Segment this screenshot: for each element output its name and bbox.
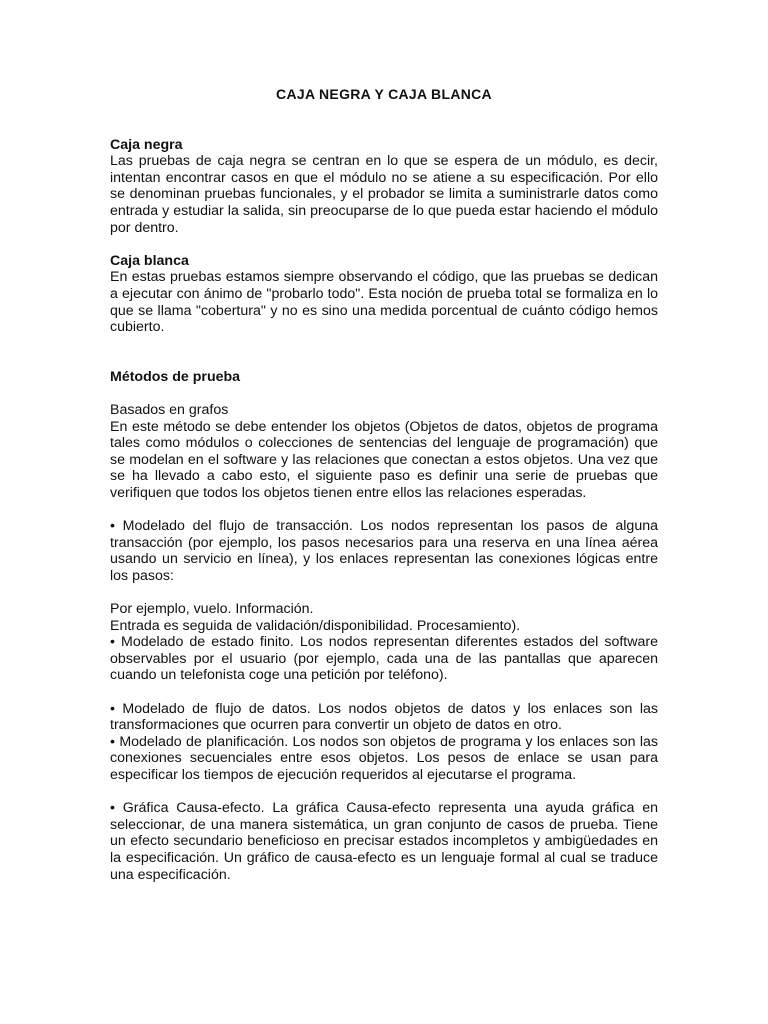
spacer: [110, 684, 658, 701]
caja-blanca-heading: Caja blanca: [110, 252, 189, 269]
flujo-transaccion-paragraph: • Modelado del flujo de transacción. Los nodos representan los pasos de alguna transacción (por ejemplo, los pasos necesarios para una reserva en una línea aérea usando un servicio en línea), y los enlaces representan las conexiones lógicas entre los pasos:: [110, 518, 658, 584]
estado-finito-paragraph: • Modelado de estado finito. Los nodos representan diferentes estados del software observables por el usuario (por ejemplo, cada una de las pantallas que aparecen cuando un telefonista coge una petición por teléfono).: [110, 634, 658, 684]
spacer: [110, 236, 658, 253]
spacer: [110, 385, 658, 402]
caja-blanca-paragraph: En estas pruebas estamos siempre observando el código, que las pruebas se dedican a ejecutar con ánimo de "probarlo todo". Esta noción de prueba total se formaliza en lo que se llama "cobertura" y no es sino una medida porcentual de cuánto código hemos cubierto.: [110, 269, 658, 336]
flujo-datos-paragraph: • Modelado de flujo de datos. Los nodos objetos de datos y los enlaces son las transformaciones que ocurren para convertir un objeto de datos en otro.: [110, 700, 658, 734]
ejemplo-line-1: Por ejemplo, vuelo. Información.: [110, 601, 314, 618]
spacer: [110, 336, 658, 369]
spacer: [110, 584, 658, 601]
metodos-heading: Métodos de prueba: [110, 368, 241, 385]
caja-negra-heading: Caja negra: [110, 136, 183, 153]
ejemplo-line-2: Entrada es seguida de validación/disponibilidad. Procesamiento).: [110, 617, 521, 634]
spacer: [110, 501, 658, 518]
planificacion-paragraph: • Modelado de planificación. Los nodos son objetos de programa y los enlaces son las conexiones secuenciales entre esos objetos. Los pesos de enlace se usan para especificar los tiempos de ejecución requeridos al ejecutarse el programa.: [110, 733, 658, 783]
spacer: [110, 784, 658, 801]
grafos-subheading: Basados en grafos: [110, 401, 229, 418]
document-title: CAJA NEGRA Y CAJA BLANCA: [276, 86, 492, 102]
grafos-intro-paragraph: En este método se debe entender los objetos (Objetos de datos, objetos de programa tales como módulos o colecciones de sentencias del lenguaje de programación) que se modelan en el software y las relaciones que conectan a estos objetos. Una vez que se ha llevado a cabo esto, el siguiente paso es definir una serie de pruebas que verifiquen que todos los objetos tienen entre ellos las relaciones esperadas.: [110, 418, 658, 501]
document-page: [110, 86, 658, 883]
caja-negra-paragraph: Las pruebas de caja negra se centran en lo que se espera de un módulo, es decir, intentan encontrar casos en que el módulo no se atiene a su especificación. Por ello se denominan pruebas funcionales, y el probador se limita a suministrarle datos como entrada y estudiar la salida, sin preocuparse de lo que pueda estar haciendo el módulo por dentro.: [110, 153, 658, 236]
causa-efecto-paragraph: • Gráfica Causa-efecto. La gráfica Causa-efecto representa una ayuda gráfica en seleccionar, de una manera sistemática, un gran conjunto de casos de prueba. Tiene un efecto secundario beneficioso en precisar estados incompletos y ambigüedades en la especificación. Un gráfico de causa-efecto es un lenguaje formal al cual se traduce una especificación.: [110, 800, 658, 883]
